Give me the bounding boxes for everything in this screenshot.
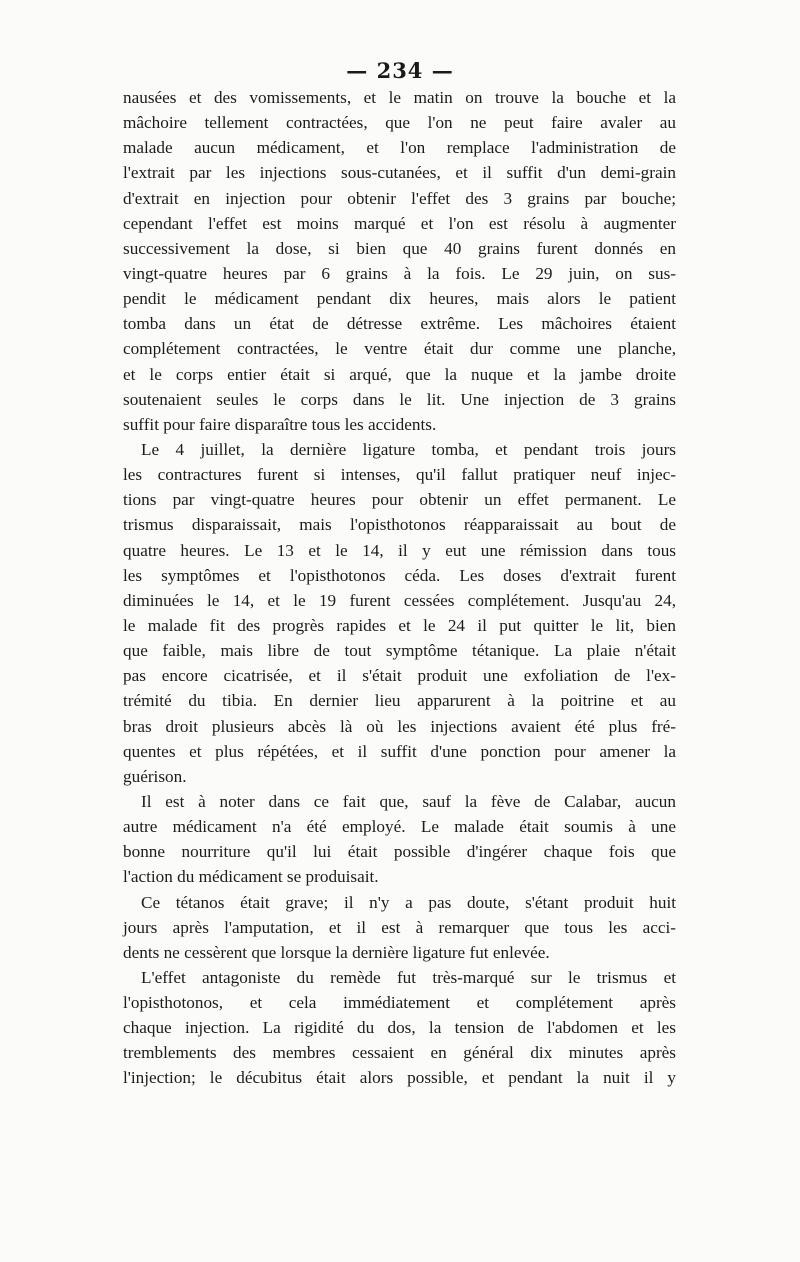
text-line: dents ne cessèrent que lorsque la dernière ligature fut enlevée. xyxy=(123,942,550,962)
body-text xyxy=(123,85,676,1091)
text-line: soutenaient seules le corps dans le lit. Une injection de 3 grains xyxy=(123,389,676,409)
text-line: les contractures furent si intenses, qu'il fallut pratiquer neuf injec- xyxy=(123,465,676,485)
text-line: suffit pour faire disparaître tous les accidents. xyxy=(123,414,437,434)
paragraph-1 xyxy=(123,85,676,437)
text-line: l'action du médicament se produisait. xyxy=(123,867,379,887)
text-line: vingt-quatre heures par 6 grains à la fois. Le 29 juin, on sus- xyxy=(123,263,676,283)
paragraph-2 xyxy=(123,437,676,789)
text-line: les symptômes et l'opisthotonos céda. Les doses d'extrait furent xyxy=(123,565,676,585)
paragraph-4 xyxy=(123,890,676,965)
text-line: successivement la dose, si bien que 40 grains furent donnés en xyxy=(123,238,676,258)
text-line: bras droit plusieurs abcès là où les injections avaient été plus fré- xyxy=(123,716,676,736)
text-line: diminuées le 14, et le 19 furent cessées complétement. Jusqu'au 24, xyxy=(123,590,676,610)
text-line: tremblements des membres cessaient en général dix minutes après xyxy=(123,1043,676,1063)
text-line: Il est à noter dans ce fait que, sauf la fève de Calabar, aucun xyxy=(141,791,676,811)
text-line: l'extrait par les injections sous-cutanées, et il suffit d'un demi-grain xyxy=(123,163,676,183)
text-line: malade aucun médicament, et l'on remplace l'administration de xyxy=(123,138,676,158)
text-line: le malade fit des progrès rapides et le 24 il put quitter le lit, bien xyxy=(123,615,676,635)
text-line: quatre heures. Le 13 et le 14, il y eut une rémission dans tous xyxy=(123,540,676,560)
text-line: trémité du tibia. En dernier lieu apparurent à la poitrine et au xyxy=(123,691,676,711)
text-line: que faible, mais libre de tout symptôme tétanique. La plaie n'était xyxy=(123,641,676,661)
text-line: guérison. xyxy=(123,766,187,786)
text-line: autre médicament n'a été employé. Le malade était soumis à une xyxy=(123,817,676,837)
text-line: bonne nourriture qu'il lui était possible d'ingérer chaque fois que xyxy=(123,842,676,862)
text-line: d'extrait en injection pour obtenir l'effet des 3 grains par bouche; xyxy=(123,188,676,208)
text-line: pas encore cicatrisée, et il s'était produit une exfoliation de l'ex- xyxy=(123,666,676,686)
paragraph-3 xyxy=(123,789,676,890)
text-line: L'effet antagoniste du remède fut très-marqué sur le trismus et xyxy=(141,967,676,987)
text-line: tomba dans un état de détresse extrême. Les mâchoires étaient xyxy=(123,314,676,334)
text-line: Ce tétanos était grave; il n'y a pas doute, s'étant produit huit xyxy=(141,892,676,912)
text-line: pendit le médicament pendant dix heures, mais alors le patient xyxy=(123,289,676,309)
text-line: l'injection; le décubitus était alors possible, et pendant la nuit il y xyxy=(123,1068,676,1088)
text-line: mâchoire tellement contractées, que l'on ne peut faire avaler au xyxy=(123,113,676,133)
text-line: l'opisthotonos, et cela immédiatement et complétement après xyxy=(123,993,676,1013)
page-number: — 234 — xyxy=(346,58,454,83)
text-line: jours après l'amputation, et il est à remarquer que tous les acci- xyxy=(123,917,676,937)
text-line: nausées et des vomissements, et le matin on trouve la bouche et la xyxy=(123,88,676,107)
text-line: quentes et plus répétées, et il suffit d'une ponction pour amener la xyxy=(123,741,676,761)
text-line: complétement contractées, le ventre était dur comme une planche, xyxy=(123,339,676,359)
paragraph-5 xyxy=(123,965,676,1091)
text-line: cependant l'effet est moins marqué et l'on est résolu à augmenter xyxy=(123,213,676,233)
text-line: Le 4 juillet, la dernière ligature tomba, et pendant trois jours xyxy=(141,439,676,459)
text-line: et le corps entier était si arqué, que la nuque et la jambe droite xyxy=(123,364,676,384)
text-line: trismus disparaissait, mais l'opisthotonos réapparaissait au bout de xyxy=(123,515,676,535)
text-line: tions par vingt-quatre heures pour obtenir un effet permanent. Le xyxy=(123,490,676,510)
text-line: chaque injection. La rigidité du dos, la tension de l'abdomen et les xyxy=(123,1018,676,1038)
